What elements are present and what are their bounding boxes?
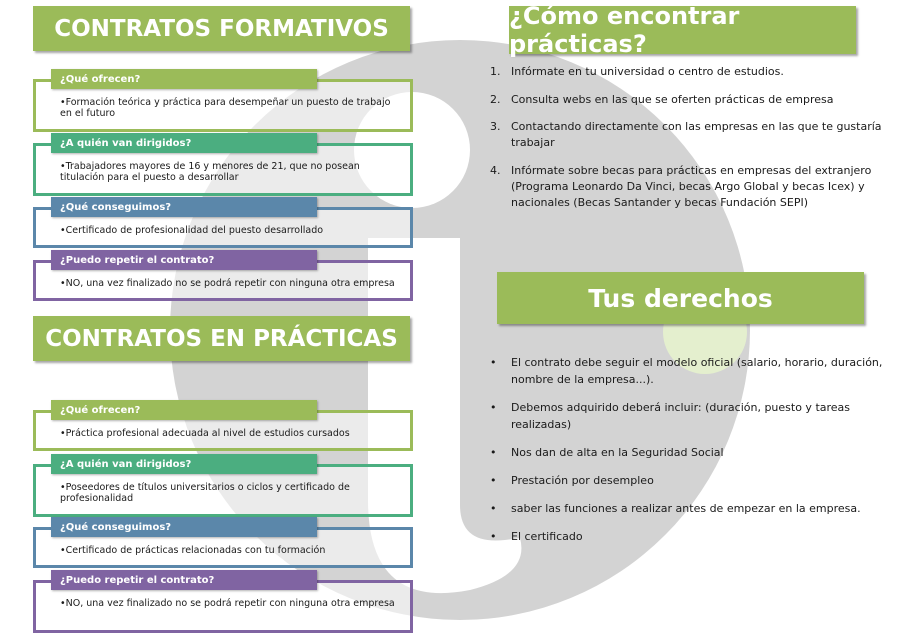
item-text: Debemos adquirido deberá incluir: (duración, puesto y tareas realizadas) xyxy=(511,401,851,431)
card-text: •NO, una vez finalizado no se podrá repetir con ninguna otra empresa xyxy=(60,278,395,289)
formativos-target-card xyxy=(33,133,413,193)
bullet: • xyxy=(490,530,497,543)
encontrar-item xyxy=(490,92,885,108)
derechos-item xyxy=(490,444,885,461)
bullet: • xyxy=(490,474,497,487)
derechos-title: Tus derechos xyxy=(497,272,864,324)
encontrar-item xyxy=(490,163,885,211)
item-number: 3. xyxy=(490,120,501,133)
card-heading: ¿A quién van dirigidos? xyxy=(51,133,317,153)
derechos-item xyxy=(490,528,885,545)
card-heading: ¿Qué conseguimos? xyxy=(51,197,317,217)
encontrar-item xyxy=(490,119,885,151)
item-text: Consulta webs en las que se oferten prácticas de empresa xyxy=(511,93,834,106)
practicas-title: CONTRATOS EN PRÁCTICAS xyxy=(33,316,410,361)
derechos-item xyxy=(490,472,885,489)
card-text: •Certificado de profesionalidad del puesto desarrollado xyxy=(60,225,324,236)
practicas-offer-card xyxy=(33,400,413,448)
derechos-item xyxy=(490,500,885,517)
item-text: Prestación por desempleo xyxy=(511,474,654,487)
encontrar-item xyxy=(490,64,885,80)
item-text: Nos dan de alta en la Seguridad Social xyxy=(511,446,724,459)
card-text: •Práctica profesional adecuada al nivel de estudios cursados xyxy=(60,428,350,439)
card-heading: ¿Qué ofrecen? xyxy=(51,69,317,89)
item-number: 1. xyxy=(490,65,501,78)
formativos-title: CONTRATOS FORMATIVOS xyxy=(33,6,410,51)
practicas-gain-card xyxy=(33,517,413,565)
card-heading: ¿Qué conseguimos? xyxy=(51,517,317,537)
item-text: saber las funciones a realizar antes de empezar en la empresa. xyxy=(511,502,861,515)
item-text: Infórmate sobre becas para prácticas en empresas del extranjero (Programa Leonardo Da Vinci, becas Argo Global y becas Icex) y nacionales (Becas Santander y becas Fundación SEPI) xyxy=(511,164,872,209)
bullet: • xyxy=(490,446,497,459)
card-text: •Formación teórica y práctica para desempeñar un puesto de trabajo en el futuro xyxy=(60,97,391,119)
card-heading: ¿A quién van dirigidos? xyxy=(51,454,317,474)
formativos-gain-card xyxy=(33,197,413,245)
bullet: • xyxy=(490,502,497,515)
practicas-target-card xyxy=(33,454,413,514)
formativos-repeat-card xyxy=(33,250,413,298)
formativos-offer-card xyxy=(33,69,413,129)
practicas-repeat-card xyxy=(33,570,413,630)
card-text: •Poseedores de títulos universitarios o ciclos y certificado de profesionalidad xyxy=(60,482,350,504)
item-number: 4. xyxy=(490,164,501,177)
item-text: El certificado xyxy=(511,530,583,543)
card-text: •Trabajadores mayores de 16 y menores de 21, que no posean titulación para el puesto a desarrollar xyxy=(60,161,360,183)
bullet: • xyxy=(490,401,497,414)
derechos-item xyxy=(490,354,885,388)
card-heading: ¿Qué ofrecen? xyxy=(51,400,317,420)
bullet: • xyxy=(490,356,497,369)
derechos-item xyxy=(490,399,885,433)
item-text: Contactando directamente con las empresas en las que te gustaría trabajar xyxy=(511,120,882,149)
card-text: •Certificado de prácticas relacionadas con tu formación xyxy=(60,545,326,556)
card-heading: ¿Puedo repetir el contrato? xyxy=(51,570,317,590)
item-number: 2. xyxy=(490,93,501,106)
item-text: El contrato debe seguir el modelo oficial (salario, horario, duración, nombre de la empresa...). xyxy=(511,356,883,386)
card-heading: ¿Puedo repetir el contrato? xyxy=(51,250,317,270)
item-text: Infórmate en tu universidad o centro de estudios. xyxy=(511,65,784,78)
encontrar-title: ¿Cómo encontrar prácticas? xyxy=(509,6,856,54)
card-text: •NO, una vez finalizado no se podrá repetir con ninguna otra empresa xyxy=(60,598,395,609)
